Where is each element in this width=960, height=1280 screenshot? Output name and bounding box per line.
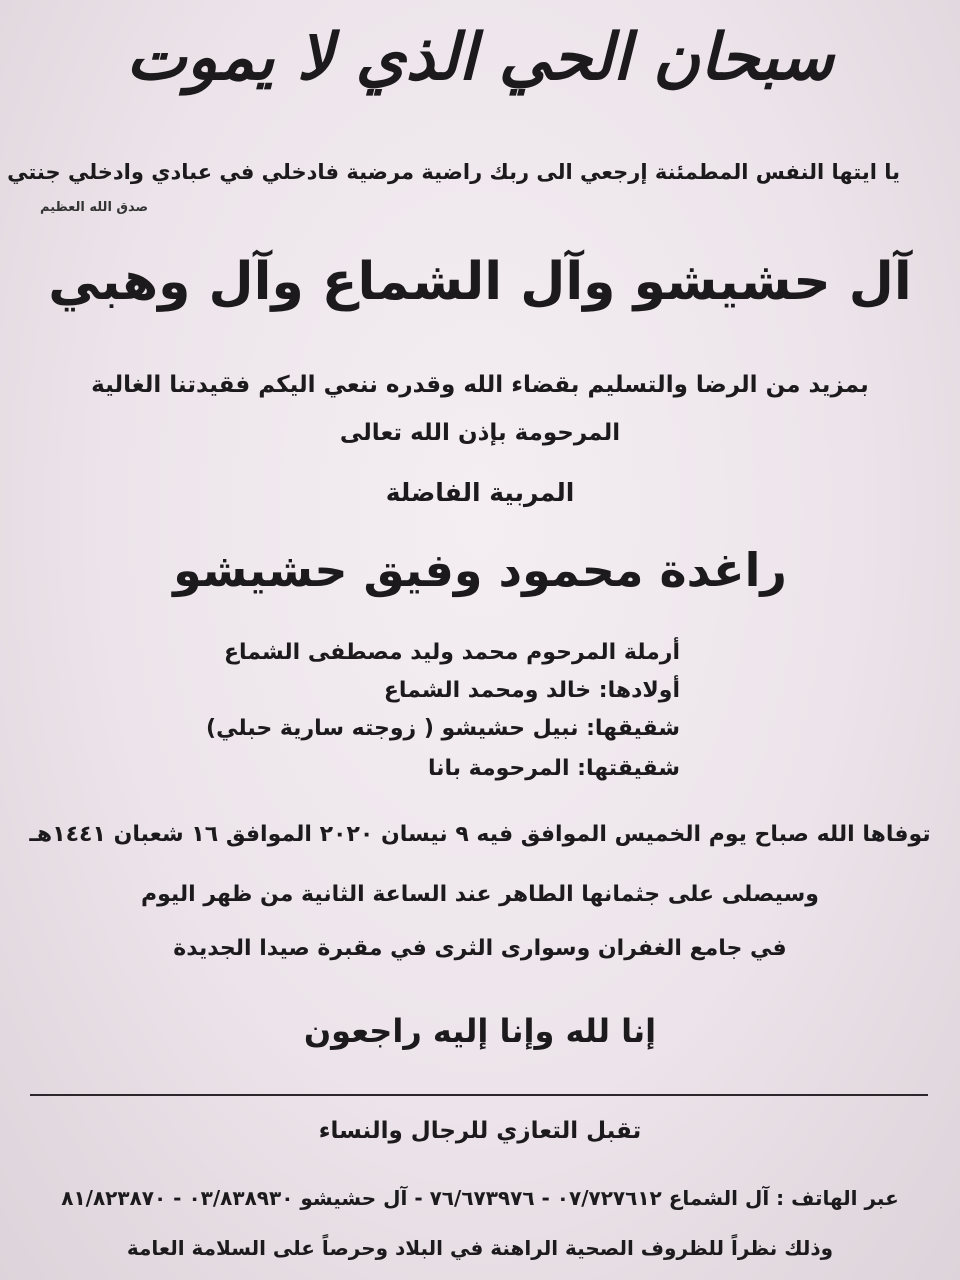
prayer-line-2: في جامع الغفران وسوارى الثرى في مقبرة صيدا الجديدة <box>173 936 787 961</box>
deceased-title: المربية الفاضلة <box>385 478 575 507</box>
divider <box>30 1094 928 1096</box>
relative-line: شقيقتها: المرحومة بانا <box>427 756 680 781</box>
intro-line-2: المرحومة بإذن الله تعالى <box>339 420 621 446</box>
calligraphy-heading: سبحان الحي الذي لا يموت <box>126 20 834 95</box>
condolences-heading: تقبل التعازي للرجال والنساء <box>318 1118 642 1144</box>
relative-line: شقيقها: نبيل حشيشو ( زوجته سارية حبلي) <box>206 716 680 741</box>
intro-line-1: بمزيد من الرضا والتسليم بقضاء الله وقدره ننعي اليكم فقيدتنا الغالية <box>91 372 869 398</box>
relative-line: أرملة المرحوم محمد وليد مصطفى الشماع <box>223 640 680 665</box>
deceased-name: راغدة محمود وفيق حشيشو <box>173 543 787 597</box>
phone-numbers: عبر الهاتف : آل الشماع ٠٧/٧٢٧٦١٢ - ٧٦/٦٧٣٩٧٦ - آل حشيشو ٠٣/٨٣٨٩٣٠ - ٨١/٨٢٣٨٧٠ <box>61 1186 899 1210</box>
relative-line: أولادها: خالد ومحمد الشماع <box>383 678 680 703</box>
quran-verse: يا ايتها النفس المطمئنة إرجعي الى ربك راضية مرضية فادخلي في عبادي وادخلي جنتي <box>7 160 900 184</box>
closing-verse: إنا لله وإنا إليه راجعون <box>303 1012 657 1050</box>
death-date-line: توفاها الله صباح يوم الخميس الموافق فيه ٩ نيسان ٢٠٢٠ الموافق ١٦ شعبان ١٤٤١هـ <box>29 822 931 847</box>
health-notice: وذلك نظراً للظروف الصحية الراهنة في البلاد وحرصاً على السلامة العامة <box>126 1236 834 1260</box>
prayer-line-1: وسيصلى على جثمانها الطاهر عند الساعة الثانية من ظهر اليوم <box>141 882 819 907</box>
families-heading: آل حشيشو وآل الشماع وآل وهبي <box>48 252 912 312</box>
sadaq-allah-note: صدق الله العظيم <box>40 200 149 215</box>
